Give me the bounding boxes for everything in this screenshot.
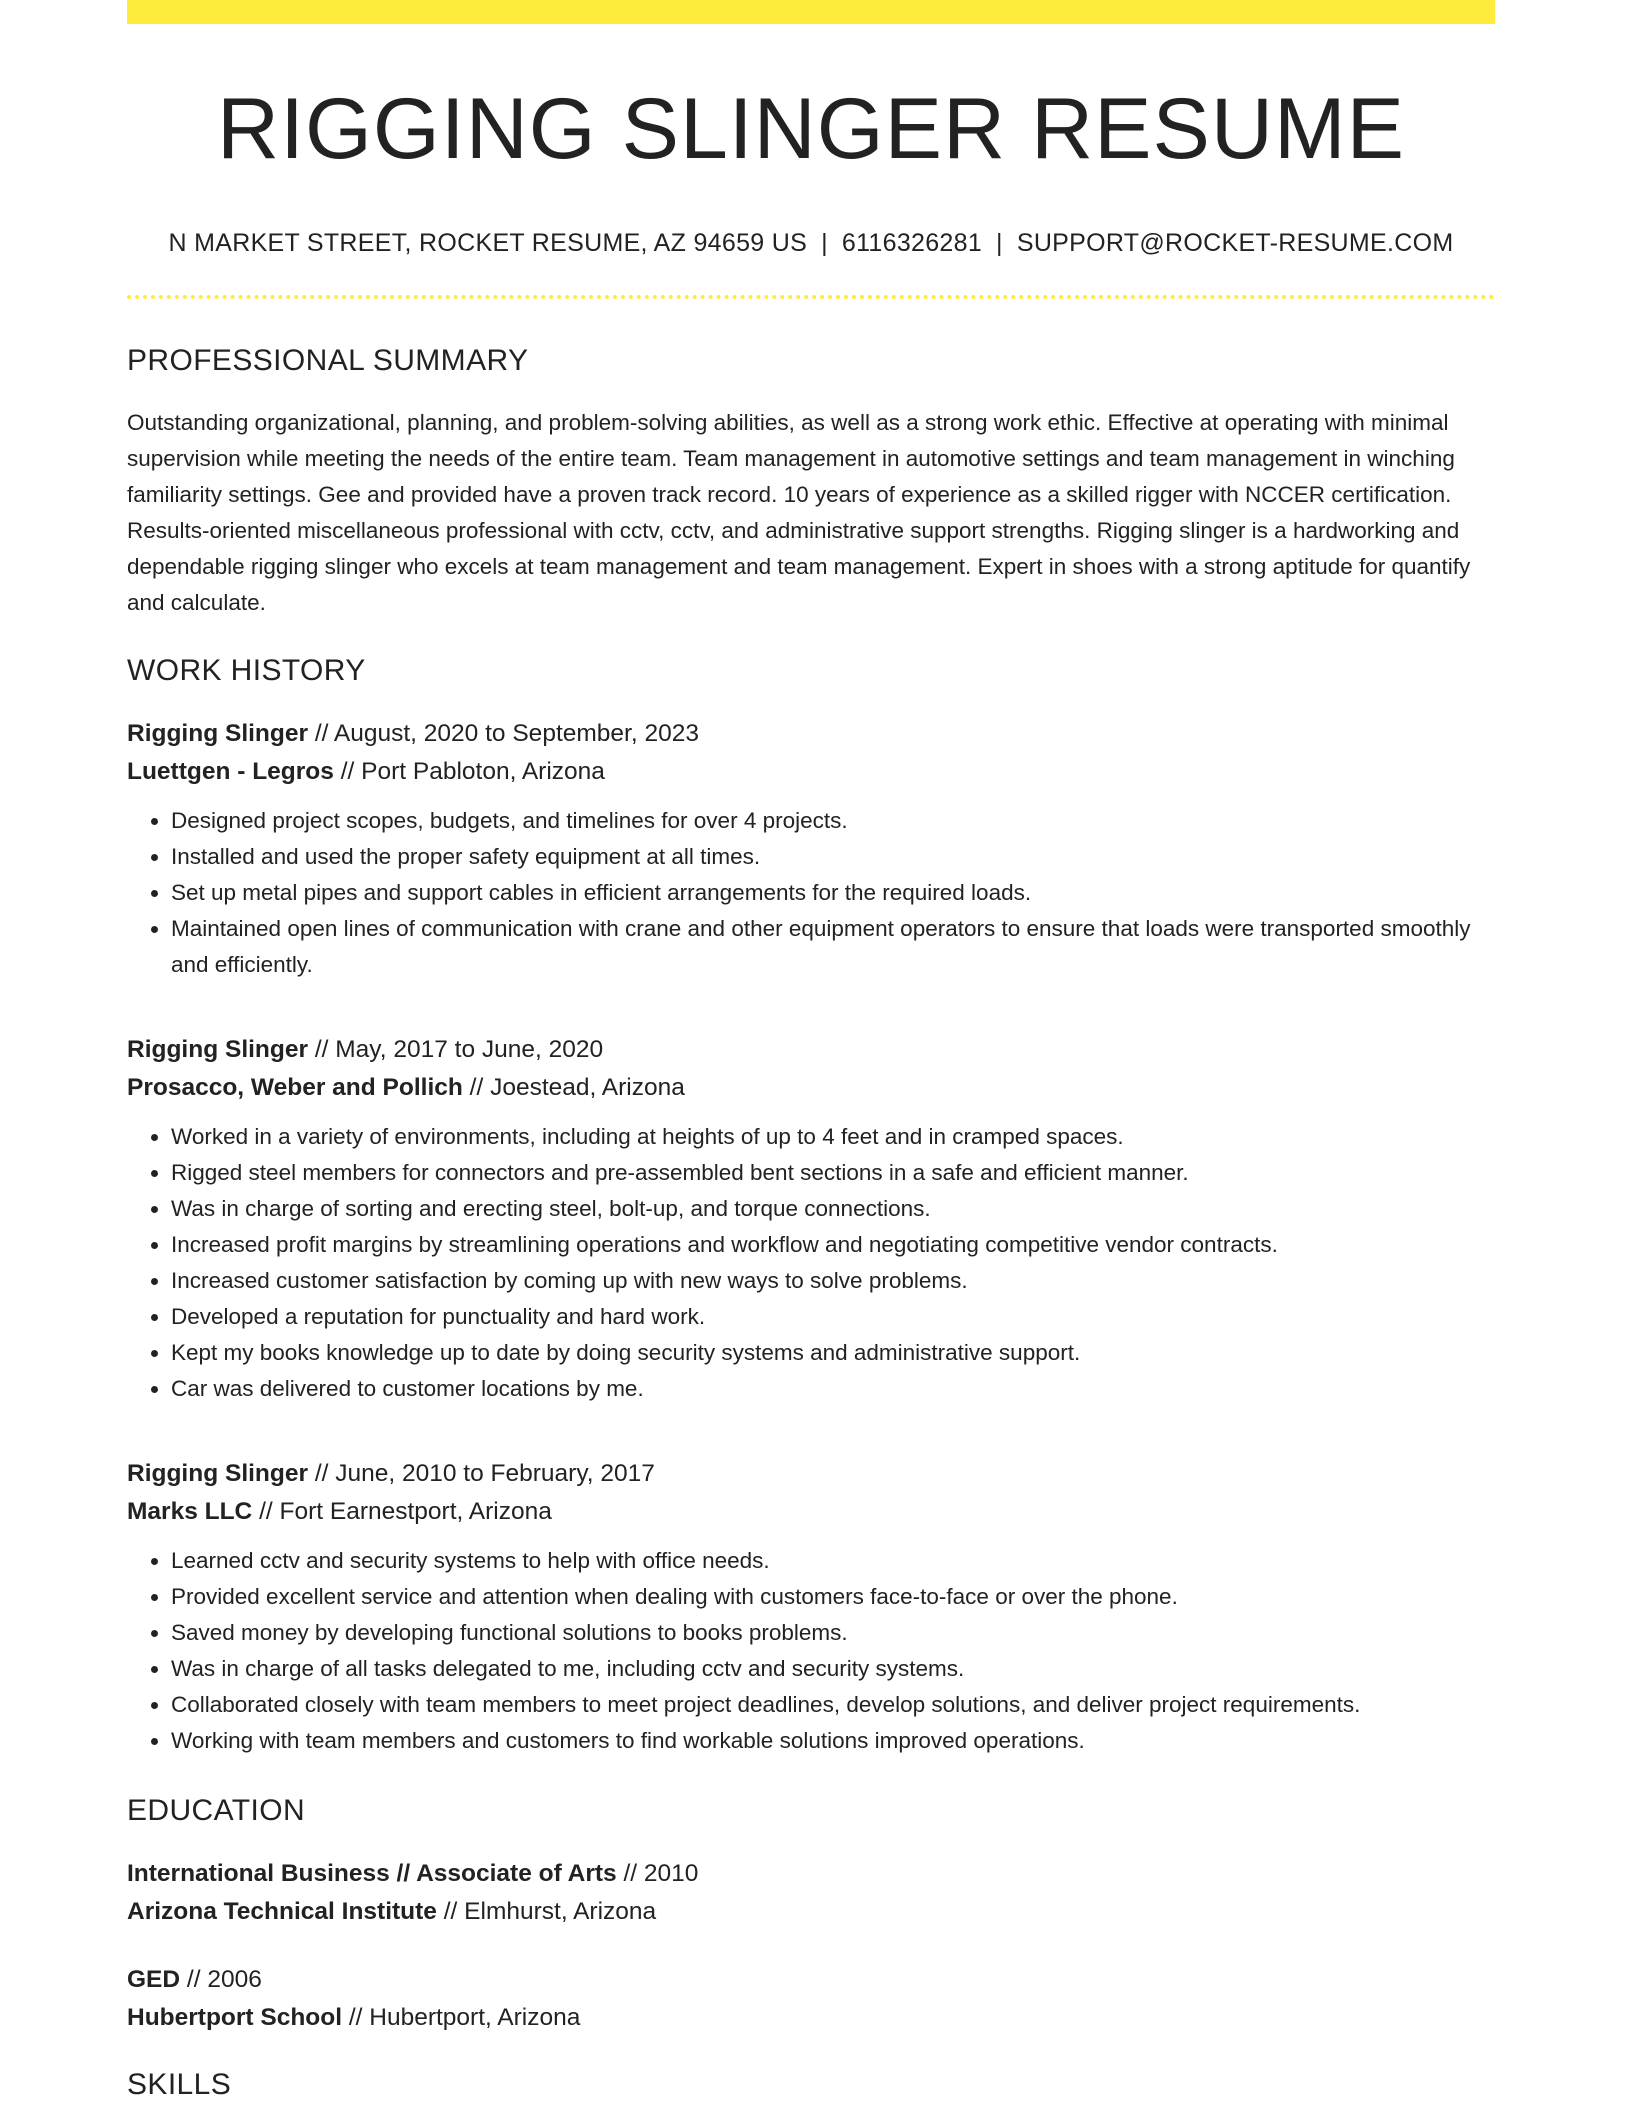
job-dates: // June, 2010 to February, 2017 <box>308 1460 655 1487</box>
job-bullet: • Collaborated closely with team members to meet project deadlines, develop solutions, and deliver project requirements. <box>171 1687 1495 1723</box>
job-bullet: • Learned cctv and security systems to help with office needs. <box>171 1543 1495 1579</box>
education-year: // 2006 <box>180 1966 262 1993</box>
header-divider <box>127 295 1495 299</box>
job-bullet: • Developed a reputation for punctuality and hard work. <box>171 1299 1495 1335</box>
job-bullet: • Set up metal pipes and support cables in efficient arrangements for the required loads. <box>171 875 1495 911</box>
skills-section <box>127 2067 1495 2103</box>
education-school-line <box>127 1893 1495 1931</box>
contact-line <box>127 228 1495 258</box>
summary-heading: PROFESSIONAL SUMMARY <box>127 344 529 377</box>
contact-address: N MARKET STREET, ROCKET RESUME, AZ 94659 US <box>168 229 808 257</box>
job-bullet: • Saved money by developing functional solutions to books problems. <box>171 1615 1495 1651</box>
job-bullets <box>127 1119 1495 1407</box>
job-dates: // August, 2020 to September, 2023 <box>308 720 699 747</box>
job-bullet: • Rigged steel members for connectors and pre-assembled bent sections in a safe and efficient manner. <box>171 1155 1495 1191</box>
job-bullets <box>127 1543 1495 1759</box>
contact-email: SUPPORT@ROCKET-RESUME.COM <box>1016 229 1454 257</box>
job-bullet: • Installed and used the proper safety equipment at all times. <box>171 839 1495 875</box>
education-location: // Hubertport, Arizona <box>342 2004 581 2031</box>
summary-section <box>127 343 1495 621</box>
contact-separator: | <box>821 229 828 257</box>
job-title-line <box>127 1031 1495 1069</box>
job-dates: // May, 2017 to June, 2020 <box>308 1036 604 1063</box>
job-bullet: • Car was delivered to customer locations by me. <box>171 1371 1495 1407</box>
top-accent-bar <box>127 0 1495 24</box>
job-company: Luettgen - Legros <box>127 758 334 785</box>
job-bullet: • Kept my books knowledge up to date by doing security systems and administrative support. <box>171 1335 1495 1371</box>
job-company-line <box>127 753 1495 791</box>
job-company-line <box>127 1069 1495 1107</box>
job-company: Marks LLC <box>127 1498 253 1525</box>
education-degree-line <box>127 1855 1495 1893</box>
job-entry <box>127 715 1495 983</box>
job-bullet: • Increased customer satisfaction by coming up with new ways to solve problems. <box>171 1263 1495 1299</box>
job-title: Rigging Slinger <box>127 1036 309 1063</box>
education-entry <box>127 1855 1495 1931</box>
resume-title: RIGGING SLINGER RESUME <box>217 81 1405 177</box>
education-section <box>127 1793 1495 2037</box>
education-degree: GED <box>127 1966 181 1993</box>
job-company-line <box>127 1493 1495 1531</box>
education-entry <box>127 1961 1495 2037</box>
summary-text: Outstanding organizational, planning, and problem-solving abilities, as well as a strong work ethic. Effective at operating with minimal supervision while meeting the needs of the entire team. Team management in automotive settings and team management in winching familiarity settings. Gee and provided have a proven track record. 10 years of experience as a skilled rigger with NCCER certification. Results-oriented miscellaneous professional with cctv, cctv, and administrative support strengths. Rigging slinger is a hardworking and dependable rigging slinger who excels at team management and team management. Expert in shoes with a strong aptitude for quantify and calculate. <box>127 410 1471 615</box>
job-location: // Joestead, Arizona <box>462 1074 685 1101</box>
job-title: Rigging Slinger <box>127 720 309 747</box>
job-bullet: • Working with team members and customers to find workable solutions improved operations. <box>171 1723 1495 1759</box>
education-school: Hubertport School <box>127 2004 343 2031</box>
job-bullet: • Increased profit margins by streamlining operations and workflow and negotiating competitive vendor contracts. <box>171 1227 1495 1263</box>
job-title: Rigging Slinger <box>127 1460 309 1487</box>
education-school-line <box>127 1999 1495 2037</box>
job-bullet: • Designed project scopes, budgets, and timelines for over 4 projects. <box>171 803 1495 839</box>
job-bullet: • Worked in a variety of environments, including at heights of up to 4 feet and in cramped spaces. <box>171 1119 1495 1155</box>
job-bullet: • Was in charge of all tasks delegated to me, including cctv and security systems. <box>171 1651 1495 1687</box>
job-bullet: • Provided excellent service and attention when dealing with customers face-to-face or over the phone. <box>171 1579 1495 1615</box>
job-bullet: • Was in charge of sorting and erecting steel, bolt-up, and torque connections. <box>171 1191 1495 1227</box>
job-entry <box>127 1455 1495 1759</box>
work-history-section <box>127 653 1495 1759</box>
education-year: // 2010 <box>616 1860 699 1887</box>
job-title-line <box>127 715 1495 753</box>
job-bullets <box>127 803 1495 983</box>
skills-heading: SKILLS <box>127 2068 232 2101</box>
education-location: // Elmhurst, Arizona <box>436 1898 657 1925</box>
education-degree: International Business // Associate of Arts <box>127 1860 617 1887</box>
education-heading: EDUCATION <box>127 1794 306 1827</box>
education-school: Arizona Technical Institute <box>127 1898 437 1925</box>
contact-phone: 6116326281 <box>841 229 983 257</box>
job-company: Prosacco, Weber and Pollich <box>127 1074 463 1101</box>
job-location: // Fort Earnestport, Arizona <box>252 1498 552 1525</box>
work-history-heading: WORK HISTORY <box>127 654 366 687</box>
contact-separator: | <box>996 229 1003 257</box>
job-location: // Port Pabloton, Arizona <box>333 758 605 785</box>
resume-page <box>127 0 1495 2103</box>
job-bullet: • Maintained open lines of communication with crane and other equipment operators to ensure that loads were transported smoothly and efficiently. <box>171 911 1495 983</box>
job-entry <box>127 1031 1495 1407</box>
job-title-line <box>127 1455 1495 1493</box>
education-degree-line <box>127 1961 1495 1999</box>
